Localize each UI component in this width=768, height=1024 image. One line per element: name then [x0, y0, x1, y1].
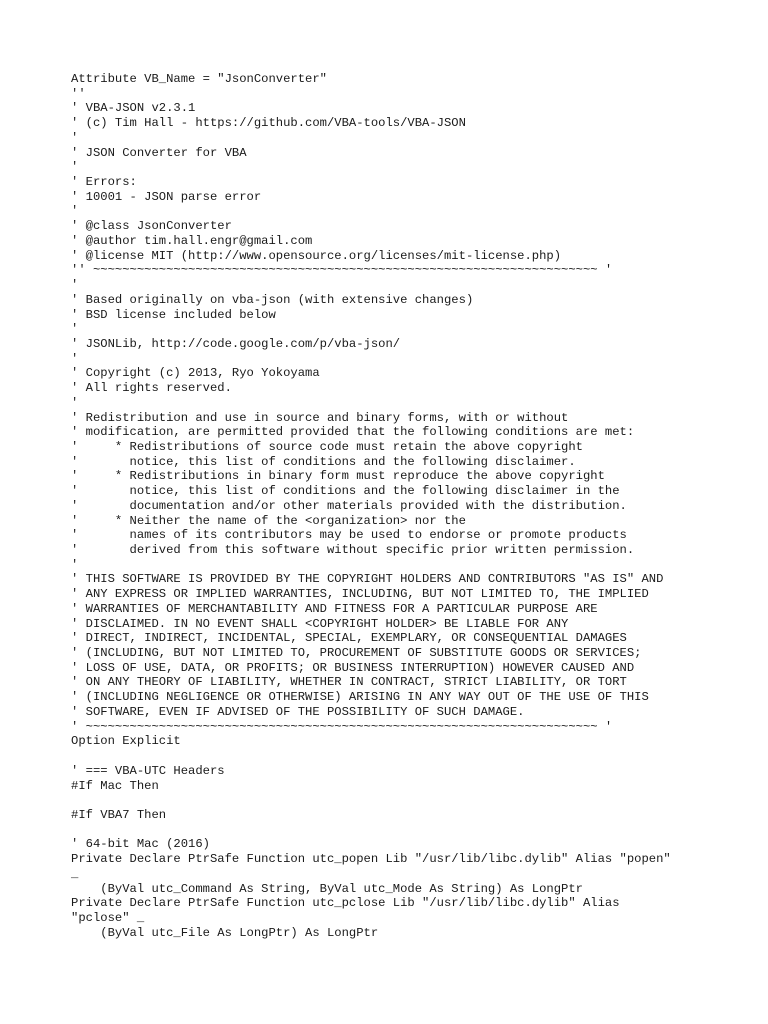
code-line: ': [71, 160, 79, 175]
code-line: Private Declare PtrSafe Function utc_popen Lib "/usr/lib/libc.dylib" Alias "popen": [71, 852, 671, 867]
code-line: '': [71, 86, 86, 101]
code-line: ': [71, 130, 79, 145]
code-line: ' (INCLUDING NEGLIGENCE OR OTHERWISE) ARISING IN ANY WAY OUT OF THE USE OF THIS: [71, 690, 649, 705]
code-line: ' JSON Converter for VBA: [71, 145, 247, 160]
code-line: '' ~~~~~~~~~~~~~~~~~~~~~~~~~~~~~~~~~~~~~~~~~~~~~~~~~~~~~~~~~~~~~~~~~~~~~ ': [71, 263, 613, 278]
code-line: ' names of its contributors may be used to endorse or promote products: [71, 528, 627, 543]
code-line: Private Declare PtrSafe Function utc_pclose Lib "/usr/lib/libc.dylib" Alias: [71, 896, 620, 911]
code-line: ' Copyright (c) 2013, Ryo Yokoyama: [71, 366, 320, 381]
code-line: ': [71, 351, 79, 366]
code-line: ' derived from this software without specific prior written permission.: [71, 543, 635, 557]
code-line: ' * Neither the name of the <organization> nor the: [71, 513, 466, 528]
code-line: ' (c) Tim Hall - https://github.com/VBA-tools/VBA-JSON: [71, 116, 466, 131]
code-line: #If VBA7 Then: [71, 807, 167, 822]
code-line: ': [71, 278, 79, 293]
code-line: ' WARRANTIES OF MERCHANTABILITY AND FITNESS FOR A PARTICULAR PURPOSE ARE: [71, 601, 598, 616]
code-line: ' SOFTWARE, EVEN IF ADVISED OF THE POSSIBILITY OF SUCH DAMAGE.: [71, 704, 525, 719]
code-line: [71, 749, 731, 764]
code-line: [71, 793, 731, 808]
code-line: ' DISCLAIMED. IN NO EVENT SHALL <COPYRIGHT HOLDER> BE LIABLE FOR ANY: [71, 616, 569, 631]
code-line: (ByVal utc_Command As String, ByVal utc_Mode As String) As LongPtr: [71, 881, 583, 896]
code-line: ' * Redistributions of source code must retain the above copyright: [71, 439, 583, 454]
code-line: ' BSD license included below: [71, 307, 276, 322]
code-line: ' ANY EXPRESS OR IMPLIED WARRANTIES, INCLUDING, BUT NOT LIMITED TO, THE IMPLIED: [71, 587, 649, 602]
code-line: ' VBA-JSON v2.3.1: [71, 101, 196, 116]
code-line: ' @author tim.hall.engr@gmail.com: [71, 233, 313, 248]
code-line: ' DIRECT, INDIRECT, INCIDENTAL, SPECIAL, EXEMPLARY, OR CONSEQUENTIAL DAMAGES: [71, 631, 627, 646]
code-line: (ByVal utc_File As LongPtr) As LongPtr: [71, 925, 379, 940]
code-line: "pclose" _: [71, 910, 145, 925]
code-line: ' ~~~~~~~~~~~~~~~~~~~~~~~~~~~~~~~~~~~~~~~~~~~~~~~~~~~~~~~~~~~~~~~~~~~~~~ ': [71, 719, 613, 734]
code-line: #If Mac Then: [71, 778, 159, 793]
code-line: ' notice, this list of conditions and the following disclaimer.: [71, 454, 576, 469]
code-line: ' LOSS OF USE, DATA, OR PROFITS; OR BUSINESS INTERRUPTION) HOWEVER CAUSED AND: [71, 660, 635, 675]
code-line: ' 64-bit Mac (2016): [71, 837, 210, 852]
code-line: ' Based originally on vba-json (with extensive changes): [71, 292, 474, 307]
code-line: ' 10001 - JSON parse error: [71, 189, 262, 204]
code-line: ': [71, 395, 79, 410]
code-line: ' THIS SOFTWARE IS PROVIDED BY THE COPYRIGHT HOLDERS AND CONTRIBUTORS "AS IS" AND: [71, 572, 664, 587]
code-line: ' * Redistributions in binary form must reproduce the above copyright: [71, 469, 605, 484]
code-line: ' @class JsonConverter: [71, 219, 232, 234]
source-code-text: [71, 72, 731, 940]
code-line: ' JSONLib, http://code.google.com/p/vba-json/: [71, 336, 401, 351]
code-line: ' Errors:: [71, 175, 137, 190]
code-line: ': [71, 322, 79, 337]
code-line: ' Redistribution and use in source and binary forms, with or without: [71, 410, 569, 425]
code-line: _: [71, 866, 79, 881]
code-line: ' modification, are permitted provided that the following conditions are met:: [71, 425, 635, 440]
code-line: [71, 823, 731, 838]
code-line: ': [71, 204, 79, 219]
code-line: ' notice, this list of conditions and the following disclaimer in the: [71, 484, 620, 499]
code-line: ' === VBA-UTC Headers: [71, 763, 225, 778]
code-line: ' @license MIT (http://www.opensource.org/licenses/mit-license.php): [71, 248, 562, 263]
code-line: Option Explicit: [71, 734, 181, 749]
code-line: Attribute VB_Name = "JsonConverter": [71, 72, 327, 86]
code-line: ' ON ANY THEORY OF LIABILITY, WHETHER IN CONTRACT, STRICT LIABILITY, OR TORT: [71, 675, 627, 690]
code-line: ': [71, 557, 79, 572]
code-line: ' All rights reserved.: [71, 381, 232, 396]
code-line: ' documentation and/or other materials provided with the distribution.: [71, 498, 627, 513]
code-line: ' (INCLUDING, BUT NOT LIMITED TO, PROCUREMENT OF SUBSTITUTE GOODS OR SERVICES;: [71, 646, 642, 661]
